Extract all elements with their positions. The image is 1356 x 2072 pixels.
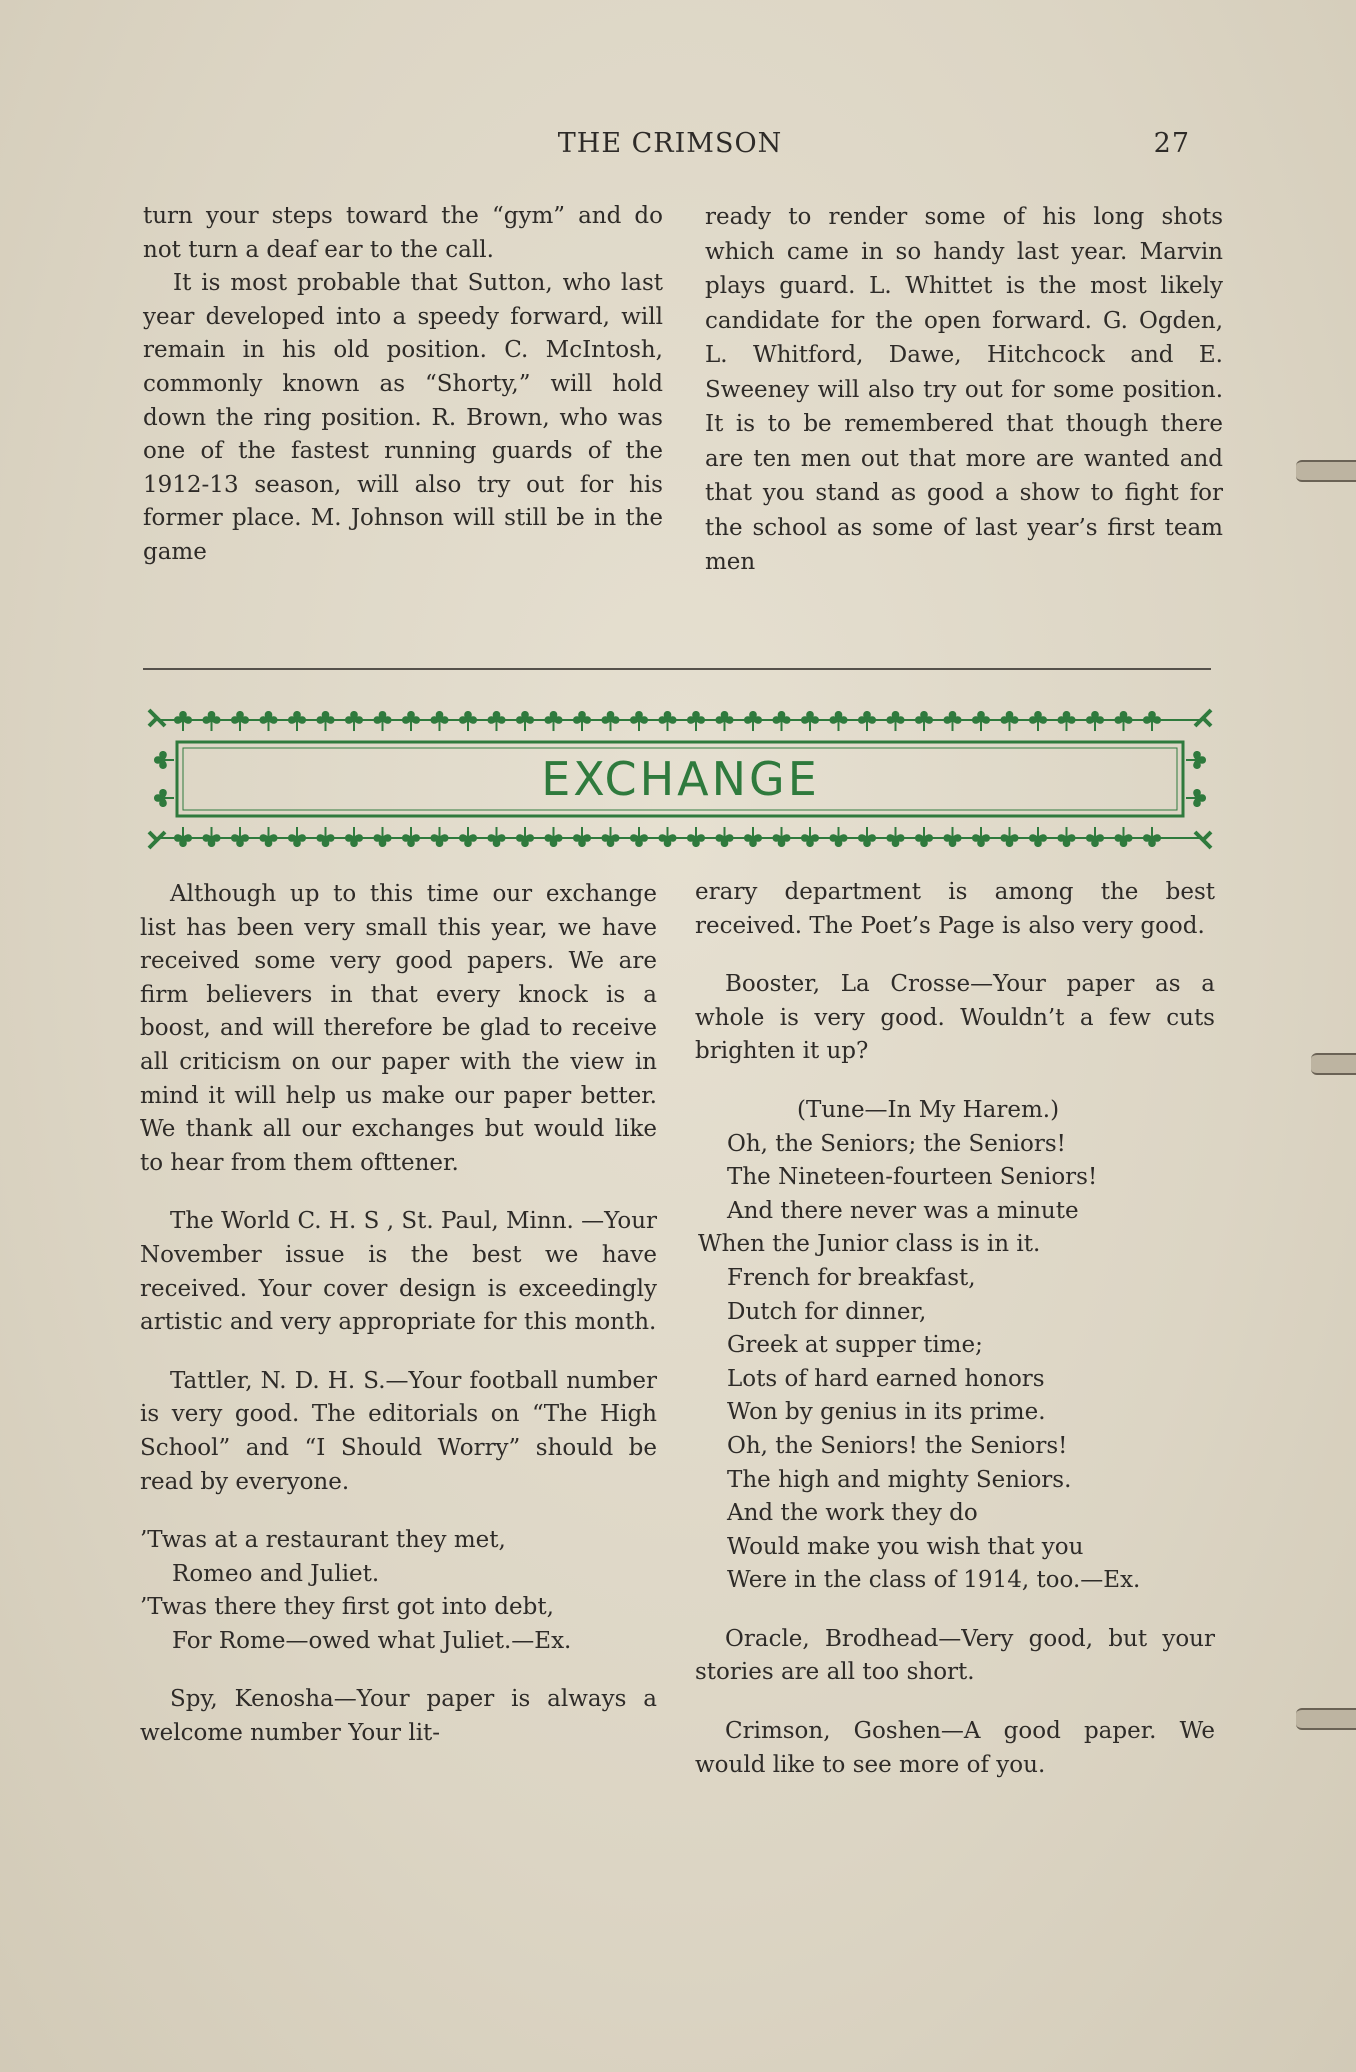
song-line: And the work they do (727, 1500, 978, 1527)
leaf-ornament (573, 827, 591, 847)
leaf-ornament (231, 827, 249, 847)
song-line: Oh, the Seniors! the Seniors! (727, 1432, 1068, 1459)
leaf-ornament (972, 711, 990, 731)
poem (140, 1524, 657, 1658)
bottom-right-column (695, 876, 1215, 1782)
leaf-ornament (659, 827, 677, 847)
leaf-ornament (972, 827, 990, 847)
leaf-ornament (1029, 711, 1047, 731)
leaf-ornament (716, 827, 734, 847)
leaf-ornament (488, 711, 506, 731)
leaf-ornament (630, 827, 648, 847)
paragraph: turn your steps toward the “gym” and do not turn a deaf ear to the call. (143, 203, 663, 263)
leaf-ornament (1029, 827, 1047, 847)
paragraph: ready to render some of his long shots which came in so handy last year. Marvin plays guard. L. Whittet is the most likely candidate for the open forward. G. Ogden, L. Whitford, Dawe, Hitchcock and E. Sweeney will also try out for some position. It is to be remembered that though there are ten men out that more are wanted and that you stand as good a show to fight for the school as some of last year’s first team men (705, 204, 1223, 575)
leaf-ornament (830, 711, 848, 731)
leaf-ornament (687, 711, 705, 731)
leaf-ornament (545, 827, 563, 847)
leaf-ornament (1115, 711, 1133, 731)
running-header (140, 128, 1200, 168)
paragraph: Booster, La Crosse—Your paper as a whole is very good. Wouldn’t a few cuts brighten it up? (695, 971, 1215, 1065)
leaf-ornament (573, 711, 591, 731)
leaf-ornament (1086, 711, 1104, 731)
leaf-ornament (345, 711, 363, 731)
exchange-banner (143, 700, 1218, 858)
leaf-ornament (858, 711, 876, 731)
poem-line: ’Twas there they first got into debt, (140, 1594, 554, 1621)
paragraph: erary department is among the best received. The Poet’s Page is also very good. (695, 879, 1215, 939)
leaf-ornament (488, 827, 506, 847)
leaf-ornament (1115, 827, 1133, 847)
leaf-ornament (887, 711, 905, 731)
paragraph: Although up to this time our exchange list has been very small this year, we have received some very good papers. We are firm believers in that every knock is a boost, and will therefore be glad to receive all criticism on our paper with the view in mind it will help us make our paper better. We thank all our exchanges but would like to hear from them ofttener. (140, 881, 657, 1176)
paragraph: Crimson, Goshen—A good paper. We would like to see more of you. (695, 1718, 1215, 1778)
leaf-ornament (602, 711, 620, 731)
leaf-ornament (687, 827, 705, 847)
leaf-ornament (545, 711, 563, 731)
leaf-ornament (801, 827, 819, 847)
song-line: Greek at supper time; (727, 1332, 983, 1359)
song-line: The Nineteen-fourteen Seniors! (727, 1164, 1098, 1191)
leaf-ornament (174, 711, 192, 731)
paragraph: Oracle, Brodhead—Very good, but your stories are all too short. (695, 1625, 1215, 1686)
leaf-ornament (260, 827, 278, 847)
paragraph: It is most probable that Sutton, who last year developed into a speedy forward, will remain in his old position. C. McIntosh, commonly known as “Shorty,” will hold down the ring position. R. Brown, who was one of the fastest running guards of the 1912-13 season, will also try out for his former place. M. Johnson will still be in the game (143, 270, 663, 565)
song-line: When the Junior class is in it. (698, 1231, 1041, 1258)
page-tab-damage (1296, 460, 1356, 482)
top-right-column (705, 200, 1223, 580)
leaf-ornament (203, 827, 221, 847)
song (695, 1094, 1215, 1598)
poem-line: For Rome—owed what Juliet.—Ex. (172, 1627, 572, 1654)
section-heading: EXCHANGE (541, 752, 820, 806)
leaf-ornament (1058, 827, 1076, 847)
song-line: Would make you wish that you (727, 1533, 1084, 1560)
leaf-ornament (1086, 827, 1104, 847)
song-line: Oh, the Seniors; the Seniors! (727, 1130, 1066, 1157)
leaf-ornament (459, 827, 477, 847)
song-line: Dutch for dinner, (727, 1298, 927, 1325)
leaf-ornament (1143, 711, 1161, 731)
leaf-ornament (288, 711, 306, 731)
song-line: Won by genius in its prime. (727, 1399, 1046, 1426)
bottom-left-column (140, 878, 657, 1751)
leaf-ornament (288, 827, 306, 847)
song-line: Were in the class of 1914, too.—Ex. (727, 1567, 1141, 1594)
leaf-ornament (801, 711, 819, 731)
leaf-ornament (744, 827, 762, 847)
leaf-ornament (345, 827, 363, 847)
page-tab-damage (1311, 1053, 1356, 1075)
song-line: French for breakfast, (727, 1264, 976, 1291)
leaf-ornament (431, 827, 449, 847)
leaf-ornament (402, 827, 420, 847)
page-number: 27 (1153, 128, 1190, 159)
page-tab-damage (1296, 1708, 1356, 1730)
leaf-ornament (602, 827, 620, 847)
leaf-ornament (659, 711, 677, 731)
leaf-ornament (374, 827, 392, 847)
leaf-ornament (260, 711, 278, 731)
leaf-ornament (773, 711, 791, 731)
song-line: And there never was a minute (727, 1197, 1079, 1224)
leaf-ornament (944, 827, 962, 847)
paragraph: Tattler, N. D. H. S.—Your football number is very good. The editorials on “The High School” and “I Should Worry” should be read by everyone. (140, 1367, 657, 1495)
leaf-ornament (630, 711, 648, 731)
leaf-ornament (744, 711, 762, 731)
leaf-ornament (402, 711, 420, 731)
leaf-ornament (374, 711, 392, 731)
poem-line: Romeo and Juliet. (172, 1560, 380, 1587)
poem-line: ’Twas at a restaurant they met, (140, 1527, 506, 1554)
song-tune: (Tune—In My Harem.) (797, 1096, 1060, 1123)
leaf-ornament (317, 711, 335, 731)
leaf-ornament (431, 711, 449, 731)
leaf-ornament (1001, 711, 1019, 731)
top-left-column (143, 200, 663, 570)
leaf-ornament (858, 827, 876, 847)
paragraph: Spy, Kenosha—Your paper is always a welcome number Your lit- (140, 1686, 657, 1747)
leaf-ornament (459, 711, 477, 731)
leaf-ornament (915, 827, 933, 847)
leaf-ornament (231, 711, 249, 731)
leaf-ornament (1001, 827, 1019, 847)
song-line: The high and mighty Seniors. (727, 1466, 1072, 1493)
section-divider (143, 668, 1211, 670)
leaf-ornament (203, 711, 221, 731)
leaf-ornament (944, 711, 962, 731)
journal-title: THE CRIMSON (557, 128, 783, 159)
leaf-ornament (1143, 827, 1161, 847)
leaf-ornament (716, 711, 734, 731)
leaf-ornament (174, 827, 192, 847)
leaf-ornament (516, 827, 534, 847)
leaf-ornament (317, 827, 335, 847)
leaf-ornament (915, 711, 933, 731)
paragraph: The World C. H. S , St. Paul, Minn. —Your November issue is the best we have received. Your cover design is exceedingly artistic and very appropriate for this month. (140, 1208, 657, 1336)
leaf-ornament (887, 827, 905, 847)
leaf-ornament (1058, 711, 1076, 731)
song-line: Lots of hard earned honors (727, 1365, 1045, 1392)
leaf-ornament (773, 827, 791, 847)
leaf-ornament (516, 711, 534, 731)
leaf-ornament (830, 827, 848, 847)
